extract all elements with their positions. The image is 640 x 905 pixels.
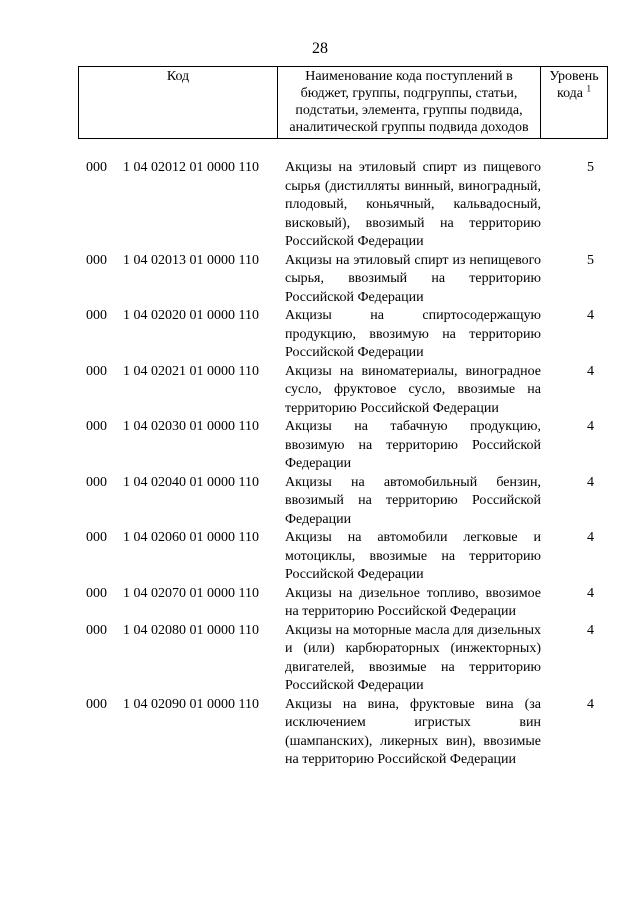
revenue-code: 1 04 02080 01 0000 110 (123, 622, 259, 638)
table-row (78, 622, 608, 696)
revenue-code: 1 04 02020 01 0000 110 (123, 308, 259, 323)
header-level: Уровень кода (549, 69, 599, 101)
admin-code: 000 (86, 474, 107, 490)
admin-code: 000 (86, 530, 107, 545)
revenue-name: Акцизы на автомобильный бензин, ввозимый на территорию Российской Федерации (285, 474, 541, 527)
header-name: Наименование кода поступлений в бюджет, группы, подгруппы, статьи, подстатьи, элемента, группы подвида, аналитической группы подвида доходов (278, 67, 541, 139)
revenue-code: 1 04 02060 01 0000 110 (123, 530, 259, 545)
header-level-cell (541, 67, 608, 139)
revenue-code: 1 04 02090 01 0000 110 (123, 696, 259, 712)
table-body (78, 159, 608, 770)
revenue-name: Акцизы на моторные масла для дизельных и (или) карбюраторных (инжекторных) двигателей, ввозимые на территорию Российской Федерации (285, 622, 541, 693)
table-row (78, 696, 608, 770)
code-level: 4 (587, 474, 594, 490)
header-code: Код (79, 67, 278, 139)
revenue-name: Акцизы на автомобили легковые и мотоциклы, ввозимые на территорию Российской Федерации (285, 530, 541, 582)
revenue-code: 1 04 02030 01 0000 110 (123, 419, 259, 434)
admin-code: 000 (86, 160, 107, 175)
page-number: 28 (312, 40, 328, 57)
code-level: 5 (587, 252, 594, 268)
revenue-name: Акцизы на этиловый спирт из непищевого сырья, ввозимый на территорию Российской Федерации (285, 252, 541, 305)
admin-code: 000 (86, 252, 107, 268)
revenue-name: Акцизы на вина, фруктовые вина (за исключением игристых вин (шампанских), ликерных вин), ввозимые на территорию Российской Федерации (285, 696, 541, 767)
admin-code: 000 (86, 585, 107, 601)
table-row (78, 418, 608, 474)
code-level: 4 (587, 585, 594, 601)
revenue-name: Акцизы на спиртосодержащую продукцию, ввозимую на территорию Российской Федерации (285, 308, 541, 360)
table-header (78, 66, 608, 139)
revenue-name: Акцизы на этиловый спирт из пищевого сырья (дистилляты винный, виноградный, плодовый, коньячный, кальвадосный, висковый), ввозимый на территорию Российской Федерации (285, 160, 541, 249)
code-level: 4 (587, 308, 594, 323)
table-row (78, 252, 608, 308)
code-level: 4 (587, 419, 594, 434)
table-row (78, 159, 608, 252)
revenue-name: Акцизы на дизельное топливо, ввозимое на территорию Российской Федерации (285, 585, 541, 619)
footnote-marker: 1 (586, 83, 592, 94)
code-level: 4 (587, 622, 594, 638)
table-row (78, 585, 608, 622)
table-row (78, 363, 608, 419)
admin-code: 000 (86, 622, 107, 638)
admin-code: 000 (86, 419, 107, 434)
header-row (79, 67, 608, 139)
code-level: 4 (587, 696, 594, 712)
code-level: 4 (587, 363, 594, 379)
admin-code: 000 (86, 696, 107, 712)
revenue-name: Акцизы на виноматериалы, виноградное сусло, фруктовое сусло, ввозимые на территорию Российской Федерации (285, 363, 541, 416)
admin-code: 000 (86, 308, 107, 323)
table-row (78, 529, 608, 585)
revenue-code: 1 04 02021 01 0000 110 (123, 363, 259, 379)
revenue-code: 1 04 02012 01 0000 110 (123, 160, 259, 175)
revenue-code: 1 04 02013 01 0000 110 (123, 252, 259, 268)
revenue-code-table (78, 159, 608, 770)
revenue-code: 1 04 02040 01 0000 110 (123, 474, 259, 490)
table-row (78, 307, 608, 363)
code-level: 4 (587, 530, 594, 545)
revenue-code: 1 04 02070 01 0000 110 (123, 585, 259, 601)
table-row (78, 474, 608, 530)
revenue-name: Акцизы на табачную продукцию, ввозимую на территорию Российской Федерации (285, 419, 541, 471)
code-level: 5 (587, 160, 594, 175)
admin-code: 000 (86, 363, 107, 379)
